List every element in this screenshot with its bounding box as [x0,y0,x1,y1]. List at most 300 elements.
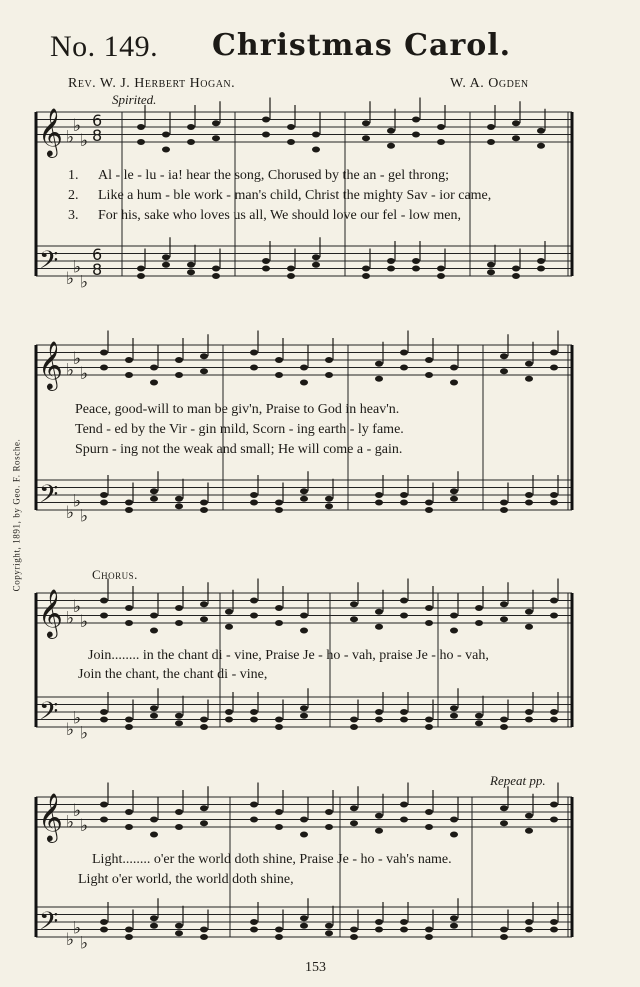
verse-number: 1. [68,168,79,183]
note-head [325,923,333,929]
note-head [450,628,458,634]
note-head [400,500,408,506]
time-signature: 6 [92,111,103,130]
note-head [200,724,208,730]
note-head [300,496,308,502]
note-head [100,919,108,925]
flat-icon: ♭ [80,612,89,632]
note-head [400,350,408,356]
note-head [500,934,508,940]
hymn-title: Christmas Carol. [212,28,512,63]
note-head [100,709,108,715]
note-head [175,809,183,815]
note-head [425,809,433,815]
note-head [150,496,158,502]
flat-icon: ♭ [66,719,75,740]
note-head [262,132,270,138]
note-head [400,717,408,723]
note-head [425,717,433,723]
note-head [400,365,408,371]
note-head [400,492,408,498]
note-head [250,500,258,506]
note-head [437,124,445,130]
note-head [425,507,433,513]
note-head [162,132,170,138]
note-head [100,802,108,808]
bass-clef-icon: 𝄢 [39,480,59,515]
note-head [225,624,233,630]
verse-line: Tend - ed by the Vir - gin mild, Scorn - ing earth - ly fame. [75,422,404,437]
note-head [275,934,283,940]
note-head [450,915,458,921]
time-signature: 8 [92,260,103,279]
verse-line: Join........ in the chant di - vine, Praise Je - ho - vah, praise Je - ho - vah, [88,648,489,663]
note-head [300,365,308,371]
note-head [187,124,195,130]
note-head [500,500,508,506]
note-head [125,927,133,933]
note-head [187,262,195,268]
note-head [125,357,133,363]
note-head [125,372,133,378]
note-head [200,717,208,723]
note-head [550,613,558,619]
note-head [150,488,158,494]
note-head [137,124,145,130]
note-head [525,624,533,630]
note-head [275,724,283,730]
flat-icon: ♭ [80,816,89,836]
note-head [275,372,283,378]
note-head [175,357,183,363]
flat-icon: ♭ [73,116,82,136]
note-head [300,380,308,386]
note-head [450,365,458,371]
note-head [275,500,283,506]
note-head [450,380,458,386]
note-head [350,934,358,940]
note-head [362,120,370,126]
note-head [375,709,383,715]
note-head [325,930,333,936]
bass-clef-icon: 𝄢 [39,697,59,732]
note-head [550,919,558,925]
bass-clef-icon: 𝄢 [39,907,59,942]
note-head [487,262,495,268]
note-head [400,919,408,925]
note-head [187,139,195,145]
note-head [250,709,258,715]
note-head [512,135,520,141]
note-head [287,139,295,145]
flat-icon: ♭ [73,257,82,278]
note-head [412,258,420,264]
note-head [450,817,458,823]
flat-icon: ♭ [80,933,89,954]
time-signature: 8 [92,126,103,145]
note-head [150,705,158,711]
composer-credit: W. A. Ogden [450,76,529,91]
repeat-marking: Repeat pp. [490,773,546,788]
note-head [300,915,308,921]
note-head [500,368,508,374]
note-head [287,266,295,272]
note-head [350,601,358,607]
note-head [150,613,158,619]
note-head [150,923,158,929]
verse-line [68,188,491,204]
note-head [375,828,383,834]
flat-icon: ♭ [80,131,89,151]
flat-icon: ♭ [66,360,75,381]
note-head [512,266,520,272]
note-head [150,380,158,386]
verse-line [68,168,449,184]
note-head [275,927,283,933]
note-head [475,620,483,626]
note-head [362,266,370,272]
note-head [450,488,458,494]
note-head [362,273,370,279]
copyright-notice: Copyright, 1891, by Geo. F. Rosche. [11,438,22,592]
note-head [175,503,183,509]
note-head [537,266,545,272]
note-head [425,620,433,626]
note-head [375,361,383,367]
flat-icon: ♭ [73,918,82,939]
note-head [425,357,433,363]
note-head [200,820,208,826]
note-head [300,628,308,634]
note-head [250,919,258,925]
note-head [387,266,395,272]
note-head [525,709,533,715]
flat-icon: ♭ [66,608,75,629]
note-head [500,717,508,723]
note-head [300,488,308,494]
note-head [387,143,395,149]
note-head [475,720,483,726]
note-head [125,605,133,611]
note-head [500,820,508,826]
note-head [100,365,108,371]
flat-icon: ♭ [80,506,89,527]
note-head [550,365,558,371]
note-head [150,365,158,371]
note-head [162,262,170,268]
note-head [175,713,183,719]
flat-icon: ♭ [66,268,75,289]
note-head [137,266,145,272]
note-head [500,616,508,622]
note-head [275,717,283,723]
note-head [250,365,258,371]
note-head [550,927,558,933]
note-head [225,609,233,615]
chorus-label: Chorus. [92,567,138,582]
note-head [275,620,283,626]
note-head [362,135,370,141]
note-head [550,500,558,506]
note-head [175,496,183,502]
note-head [100,500,108,506]
note-head [150,628,158,634]
flat-icon: ♭ [80,272,89,293]
note-head [375,609,383,615]
note-head [325,372,333,378]
note-head [200,353,208,359]
note-head [200,805,208,811]
note-head [312,262,320,268]
note-head [275,507,283,513]
note-head [125,620,133,626]
verse-number: 3. [68,208,79,223]
note-head [450,613,458,619]
note-head [287,124,295,130]
note-head [100,598,108,604]
verse-number: 2. [68,188,79,203]
flat-icon: ♭ [80,723,89,744]
note-head [300,705,308,711]
note-head [325,809,333,815]
note-head [212,273,220,279]
note-head [100,927,108,933]
flat-icon: ♭ [73,491,82,512]
note-head [525,492,533,498]
note-head [250,927,258,933]
hymn-number: No. 149. [50,30,159,63]
note-head [475,713,483,719]
verse-text: For his, sake who loves us all, We should love our fel - low men, [98,208,461,223]
note-head [137,273,145,279]
note-head [325,496,333,502]
treble-clef-icon: 𝄞 [38,588,63,637]
note-head [412,117,420,123]
note-head [125,934,133,940]
note-head [375,927,383,933]
note-head [450,713,458,719]
tempo-marking: Spirited. [112,92,157,107]
note-head [375,813,383,819]
note-head [150,832,158,838]
note-head [450,705,458,711]
note-head [175,620,183,626]
flat-icon: ♭ [66,929,75,950]
note-head [400,613,408,619]
verse-text: Al - le - lu - ia! hear the song, Chorused by the an - gel throng; [98,168,450,183]
verse-line: Join the chant, the chant di - vine, [78,667,268,682]
note-head [537,143,545,149]
note-head [550,717,558,723]
verse-line: Light........ o'er the world doth shine, Praise Je - ho - vah's name. [92,852,452,867]
note-head [512,120,520,126]
note-head [550,709,558,715]
note-head [550,817,558,823]
note-head [500,601,508,607]
note-head [200,934,208,940]
note-head [125,507,133,513]
note-head [250,802,258,808]
note-head [375,717,383,723]
note-head [425,500,433,506]
flat-icon: ♭ [73,801,82,821]
flat-icon: ♭ [66,812,75,833]
page-number: 153 [305,960,326,975]
note-head [450,832,458,838]
note-head [300,713,308,719]
note-head [150,915,158,921]
note-head [425,605,433,611]
note-head [525,717,533,723]
note-head [500,805,508,811]
note-head [200,601,208,607]
flat-icon: ♭ [80,364,89,384]
note-head [537,128,545,134]
note-head [375,500,383,506]
note-head [137,139,145,145]
flat-icon: ♭ [73,708,82,729]
note-head [175,824,183,830]
note-head [175,923,183,929]
note-head [525,376,533,382]
note-head [287,273,295,279]
note-head [250,717,258,723]
note-head [350,820,358,826]
note-head [212,120,220,126]
flat-icon: ♭ [66,502,75,523]
note-head [175,930,183,936]
note-head [175,372,183,378]
note-head [262,117,270,123]
note-head [250,817,258,823]
note-head [425,927,433,933]
note-head [525,927,533,933]
note-head [100,717,108,723]
note-head [100,492,108,498]
note-head [150,713,158,719]
note-head [400,598,408,604]
flat-icon: ♭ [73,349,82,369]
note-head [200,368,208,374]
note-head [100,817,108,823]
note-head [162,147,170,153]
note-head [275,357,283,363]
note-head [500,927,508,933]
note-head [250,350,258,356]
verse-line [68,208,461,224]
note-head [200,927,208,933]
note-head [487,139,495,145]
note-head [487,124,495,130]
note-head [187,269,195,275]
note-head [125,724,133,730]
treble-clef-icon: 𝄞 [38,107,63,156]
note-head [525,828,533,834]
bass-clef-icon: 𝄢 [39,246,59,281]
note-head [200,500,208,506]
note-head [312,147,320,153]
note-head [387,128,395,134]
note-head [250,598,258,604]
note-head [125,824,133,830]
verse-line: Spurn - ing not the weak and small; He will come a - gain. [75,442,403,457]
note-head [325,357,333,363]
note-head [250,492,258,498]
note-head [400,817,408,823]
note-head [375,376,383,382]
note-head [300,923,308,929]
time-signature: 6 [92,245,103,264]
note-head [500,353,508,359]
note-head [537,258,545,264]
note-head [262,258,270,264]
note-head [387,258,395,264]
note-head [550,598,558,604]
note-head [425,934,433,940]
note-head [425,824,433,830]
note-head [350,805,358,811]
note-head [525,919,533,925]
note-head [400,927,408,933]
note-head [450,496,458,502]
note-head [125,717,133,723]
note-head [125,809,133,815]
note-head [350,717,358,723]
treble-clef-icon: 𝄞 [38,792,63,841]
note-head [437,139,445,145]
note-head [550,350,558,356]
note-head [250,613,258,619]
verse-line: Light o'er world, the world doth shine, [78,872,294,887]
note-head [325,824,333,830]
note-head [425,724,433,730]
treble-clef-icon: 𝄞 [38,340,63,389]
note-head [325,503,333,509]
note-head [212,266,220,272]
note-head [350,616,358,622]
note-head [400,709,408,715]
note-head [412,132,420,138]
note-head [450,923,458,929]
note-head [512,273,520,279]
note-head [175,720,183,726]
note-head [275,809,283,815]
note-head [300,832,308,838]
note-head [312,254,320,260]
note-head [437,273,445,279]
note-head [525,500,533,506]
note-head [150,817,158,823]
note-head [200,616,208,622]
note-head [500,507,508,513]
flat-icon: ♭ [73,597,82,617]
note-head [400,802,408,808]
note-head [475,605,483,611]
flat-icon: ♭ [66,127,75,148]
note-head [200,507,208,513]
note-head [500,724,508,730]
note-head [162,254,170,260]
note-head [300,817,308,823]
note-head [350,724,358,730]
note-head [525,361,533,367]
note-head [487,269,495,275]
note-head [125,500,133,506]
note-head [300,613,308,619]
note-head [100,613,108,619]
note-head [312,132,320,138]
note-head [275,824,283,830]
